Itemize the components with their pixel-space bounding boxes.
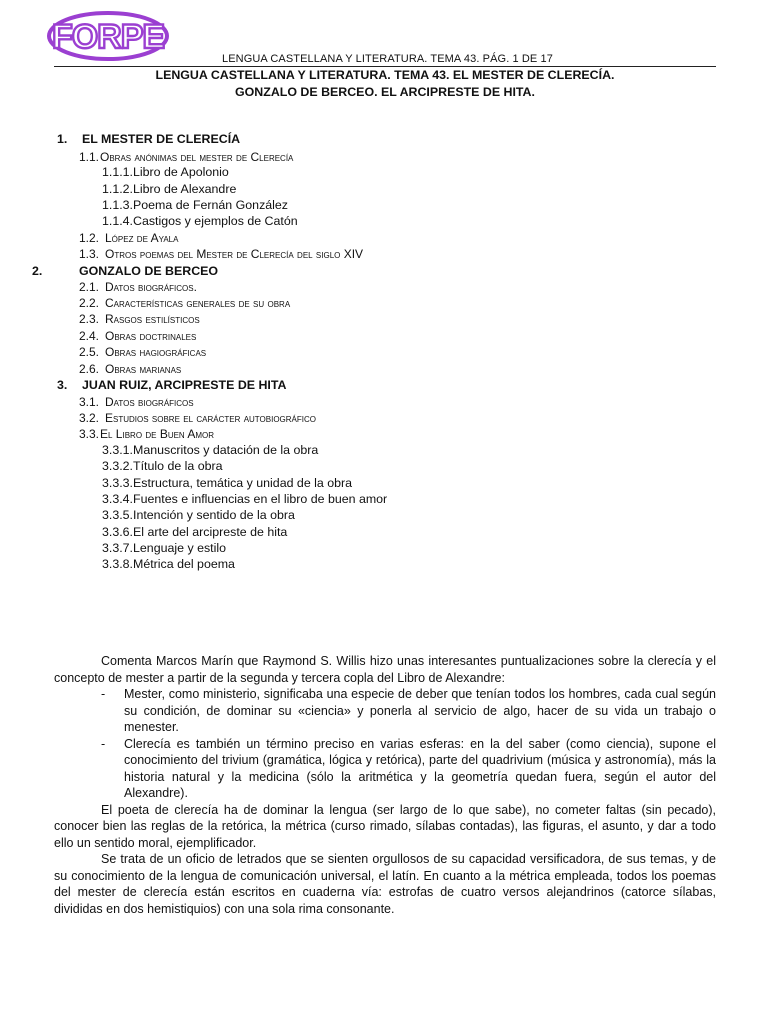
- toc-number: 1.1.: [79, 150, 100, 164]
- toc-text: Libro de Alexandre: [133, 182, 237, 196]
- paragraph: El poeta de clerecía ha de dominar la lengua (ser largo de lo que sabe), no cometer faltas (sin pecado), conocer bien las reglas de la retórica, la métrica (curso rimado, sílabas contadas), las figuras, el asunto, y dar a todo ello un sentido moral, ejemplificador.: [54, 802, 716, 850]
- toc-entry: [79, 296, 290, 310]
- toc-number: 3.3.2.: [102, 459, 134, 473]
- toc-text: El Libro de Buen Amor: [100, 427, 215, 441]
- toc-number: 3.2.: [79, 411, 100, 425]
- toc-text: Libro de Apolonio: [133, 165, 229, 179]
- forpe-logo: [46, 10, 170, 62]
- toc-entry: [79, 427, 214, 441]
- toc-text: EL MESTER DE CLERECÍA: [82, 132, 241, 146]
- toc-number: 3.3.8.: [102, 557, 134, 571]
- bullet-text: Clerecía es también un término preciso en varias esferas: en la del saber (como ciencia), supone el conocimiento del trivium (gramática, lógica y retórica), parte del quadrivium (música y astronomía), más la historia natural y la medicina (sólo la aritmética y la geometría quedan fuera, según el autor del Alexandre).: [124, 736, 716, 800]
- header-rule: [54, 66, 716, 67]
- toc-number: 3.3.5.: [102, 508, 134, 522]
- toc-number: 1.: [57, 132, 68, 146]
- toc-text: Intención y sentido de la obra: [133, 508, 295, 522]
- toc-number: 3.3.7.: [102, 541, 134, 555]
- toc-text: El arte del arcipreste de hita: [133, 525, 288, 539]
- toc-entry: [102, 525, 287, 539]
- toc-text: Estudios sobre el carácter autobiográfico: [105, 411, 316, 425]
- bullet-list: [54, 686, 716, 802]
- toc-entry: [79, 280, 197, 294]
- toc-entry: [102, 198, 288, 212]
- bullet-dash: -: [101, 687, 106, 701]
- body-text: [54, 653, 716, 917]
- toc-entry: [102, 459, 223, 473]
- toc-text: Datos biográficos: [105, 395, 194, 409]
- toc-entry: [32, 264, 218, 278]
- toc-entry: [102, 557, 235, 571]
- toc-number: 2.: [32, 264, 43, 278]
- toc-entry: [102, 492, 387, 506]
- bullet-item: [54, 686, 716, 736]
- toc-entry: [79, 329, 196, 343]
- toc-number: 2.3.: [79, 312, 100, 326]
- toc-number: 1.2.: [79, 231, 100, 245]
- toc-text: Obras marianas: [105, 362, 182, 376]
- toc-entry: [79, 150, 293, 164]
- toc-number: 3.3.6.: [102, 525, 134, 539]
- toc-text: Datos biográficos.: [105, 280, 197, 294]
- toc-number: 1.3.: [79, 247, 100, 261]
- toc-entry: [102, 165, 229, 179]
- toc-number: 3.1.: [79, 395, 100, 409]
- toc-number: 2.4.: [79, 329, 100, 343]
- toc-number: 3.3.: [79, 427, 100, 441]
- toc-text: Manuscritos y datación de la obra: [133, 443, 319, 457]
- paragraph: Se trata de un oficio de letrados que se sienten orgullosos de su capacidad versificadora, de sus temas, y de su conocimiento de la lengua de comunicación universal, el latín. En cuanto a la métrica empleada, todos los poemas del mester de clerecía están escritos en cuaderna vía: estrofas de cuatro versos alejandrinos (catorce sílabas, divididas en dos hemistiquios) con una sola rima consonante.: [54, 852, 716, 916]
- toc-text: Rasgos estilísticos: [105, 312, 200, 326]
- toc-text: Obras anónimas del mester de Clerecía: [100, 150, 294, 164]
- toc-entry: [79, 411, 316, 425]
- toc-number: 1.1.4.: [102, 214, 134, 228]
- toc-text: GONZALO DE BERCEO: [79, 264, 219, 278]
- running-header: LENGUA CASTELLANA Y LITERATURA. TEMA 43. PÁG. 1 DE 17: [222, 53, 553, 65]
- document-title-line-2: GONZALO DE BERCEO. EL ARCIPRESTE DE HITA.: [235, 85, 535, 99]
- toc-number: 2.2.: [79, 296, 100, 310]
- toc-number: 3.3.4.: [102, 492, 134, 506]
- toc-entry: [57, 132, 240, 146]
- toc-entry: [79, 362, 181, 376]
- toc-text: Obras hagiográficas: [105, 345, 207, 359]
- toc-text: Obras doctrinales: [105, 329, 197, 343]
- toc-entry: [57, 378, 286, 392]
- toc-text: JUAN RUIZ, ARCIPRESTE DE HITA: [82, 378, 287, 392]
- bullet-item: [54, 736, 716, 802]
- document-title-line-1: LENGUA CASTELLANA Y LITERATURA. TEMA 43. EL MESTER DE CLERECÍA.: [155, 68, 615, 82]
- toc-entry: [79, 345, 206, 359]
- toc-text: Métrica del poema: [133, 557, 235, 571]
- toc-text: Poema de Fernán González: [133, 198, 288, 212]
- toc-entry: [102, 541, 226, 555]
- toc-number: 1.1.3.: [102, 198, 134, 212]
- toc-number: 2.5.: [79, 345, 100, 359]
- toc-text: Castigos y ejemplos de Catón: [133, 214, 298, 228]
- toc-number: 2.6.: [79, 362, 100, 376]
- toc-text: Fuentes e influencias en el libro de buen amor: [133, 492, 388, 506]
- toc-text: Lenguaje y estilo: [133, 541, 227, 555]
- toc-entry: [102, 182, 236, 196]
- bullet-text: Mester, como ministerio, significaba una especie de deber que tenían todos los hombres, cada cual según su condición, de dominar su «ciencia» y ponerla al servicio de algo, hacer de su vida un trabajo o menester.: [124, 687, 716, 734]
- paragraph: Comenta Marcos Marín que Raymond S. Willis hizo unas interesantes puntualizaciones sobre la clerecía y el concepto de mester a partir de la segunda y tercera copla del Libro de Alexandre:: [54, 654, 716, 685]
- toc-text: Características generales de su obra: [105, 296, 291, 310]
- bullet-dash: -: [101, 736, 106, 751]
- toc-entry: [79, 247, 363, 261]
- toc-number: 3.: [57, 378, 68, 392]
- toc-text: Estructura, temática y unidad de la obra: [133, 476, 353, 490]
- toc-entry: [102, 214, 298, 228]
- toc-number: 2.1.: [79, 280, 100, 294]
- toc-entry: [79, 395, 194, 409]
- toc-text: Título de la obra: [133, 459, 223, 473]
- toc-entry: [79, 231, 178, 245]
- svg-text:FORPE: FORPE: [51, 18, 165, 56]
- toc-entry: [102, 443, 318, 457]
- toc-text: López de Ayala: [105, 231, 179, 245]
- toc-text: Otros poemas del Mester de Clerecía del siglo XIV: [105, 247, 364, 261]
- toc-number: 3.3.1.: [102, 443, 134, 457]
- toc-entry: [102, 508, 295, 522]
- toc-number: 1.1.2.: [102, 182, 134, 196]
- toc-number: 1.1.1.: [102, 165, 134, 179]
- toc-entry: [79, 312, 200, 326]
- toc-number: 3.3.3.: [102, 476, 134, 490]
- toc-entry: [102, 476, 352, 490]
